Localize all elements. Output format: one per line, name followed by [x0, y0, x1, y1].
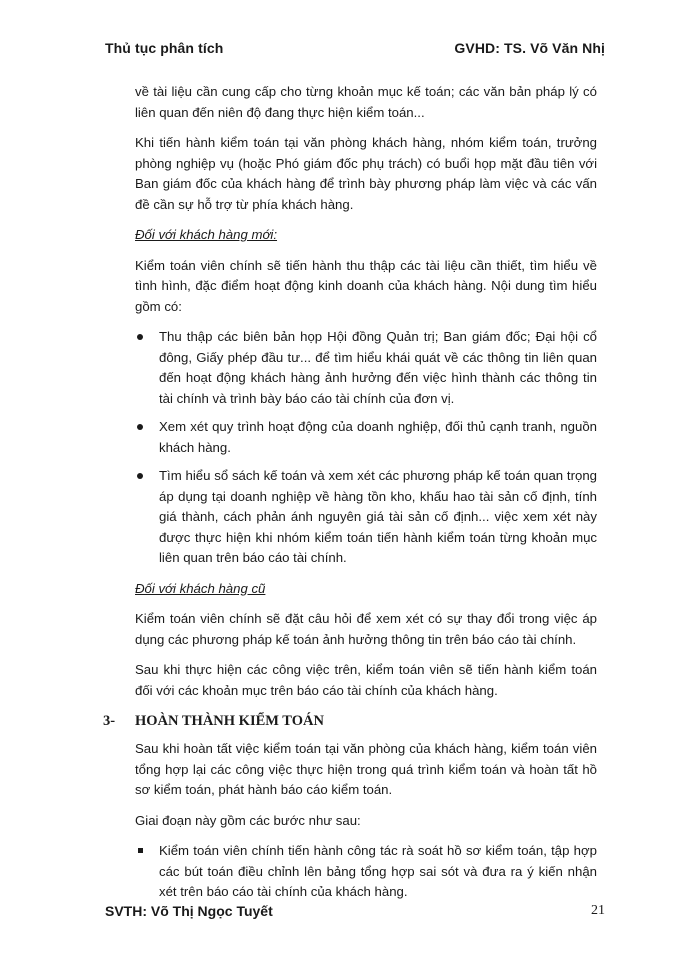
header-title: Thủ tục phân tích — [105, 40, 224, 56]
paragraph-7: Giai đoạn này gồm các bước như sau: — [135, 812, 361, 828]
list-item: Xem xét quy trình hoạt động của doanh nghiệp, đối thủ cạnh tranh, nguồn khách hàng. — [135, 417, 597, 458]
page-number: 21 — [591, 903, 605, 918]
page-footer — [105, 903, 605, 919]
subheading-existing-client: Đối với khách hàng cũ — [135, 580, 266, 596]
paragraph-2: Khi tiến hành kiểm toán tại văn phòng khách hàng, nhóm kiểm toán, trưởng phòng nghiệp vụ (hoặc Phó giám đốc phụ trách) có buổi họp mặt đầu tiên với Ban giám đốc của khách hàng để trình bày phương pháp làm việc và các vấn đề cần sự hỗ trợ từ phía khách hàng. — [135, 135, 597, 212]
bullet-list — [135, 327, 597, 569]
paragraph-6: Sau khi hoàn tất việc kiểm toán tại văn phòng của khách hàng, kiểm toán viên tổng hợp lại các công việc thực hiện trong quá trình kiểm toán và hoàn tất hồ sơ kiểm toán, phát hành báo cáo kiểm toán. — [135, 741, 597, 797]
paragraph-1: về tài liệu cần cung cấp cho từng khoản mục kế toán; các văn bản pháp lý có liên quan đến niên độ đang thực hiện kiểm toán... — [135, 84, 597, 120]
section-title: HOÀN THÀNH KIỂM TOÁN — [135, 713, 324, 729]
subheading-new-client: Đối với khách hàng mới: — [135, 227, 278, 242]
square-bullet-list — [135, 841, 597, 903]
list-item: Thu thập các biên bản họp Hội đồng Quản trị; Ban giám đốc; Đại hội cổ đông, Giấy phép đầu tư... để tìm hiểu khái quát về các thông tin liên quan đến hoạt động khách hàng ảnh hưởng đến việc hình thành các thông tin tài chính và trình bày báo cáo tài chính của đơn vị. — [135, 327, 597, 409]
paragraph-4: Kiểm toán viên chính sẽ đặt câu hỏi để xem xét có sự thay đổi trong việc áp dụng các phương pháp kế toán ảnh hưởng thông tin trên báo cáo tài chính. — [135, 611, 597, 647]
page-header — [105, 40, 605, 56]
section-heading — [103, 711, 597, 731]
header-supervisor: GVHD: TS. Võ Văn Nhị — [454, 40, 605, 56]
paragraph-5: Sau khi thực hiện các công việc trên, kiểm toán viên sẽ tiến hành kiểm toán đối với các khoản mục trên báo cáo tài chính của khách hàng. — [135, 662, 597, 698]
page-content — [103, 82, 597, 913]
paragraph-3: Kiểm toán viên chính sẽ tiến hành thu thập các tài liệu cần thiết, tìm hiểu về tình hình, đặc điểm hoạt động kinh doanh của khách hàng. Nội dung tìm hiểu gồm có: — [135, 257, 597, 314]
footer-author: SVTH: Võ Thị Ngọc Tuyết — [105, 903, 273, 919]
section-number: 3- — [103, 713, 116, 729]
list-item: Kiểm toán viên chính tiến hành công tác rà soát hồ sơ kiểm toán, tập hợp các bút toán điều chỉnh lên bảng tổng hợp sai sót và đưa ra ý kiến nhận xét trên báo cáo tài chính của khách hàng. — [135, 841, 597, 903]
list-item: Tìm hiểu sổ sách kế toán và xem xét các phương pháp kế toán quan trọng áp dụng tại doanh nghiệp về hàng tồn kho, khấu hao tài sản cố định, tính giá thành, cách phản ánh nguyên giá tài sản cố định... việc xem xét này được thực hiện khi nhóm kiểm toán tiến hành kiểm toán từng khoản mục liên quan trên báo cáo tài chính. — [135, 466, 597, 569]
